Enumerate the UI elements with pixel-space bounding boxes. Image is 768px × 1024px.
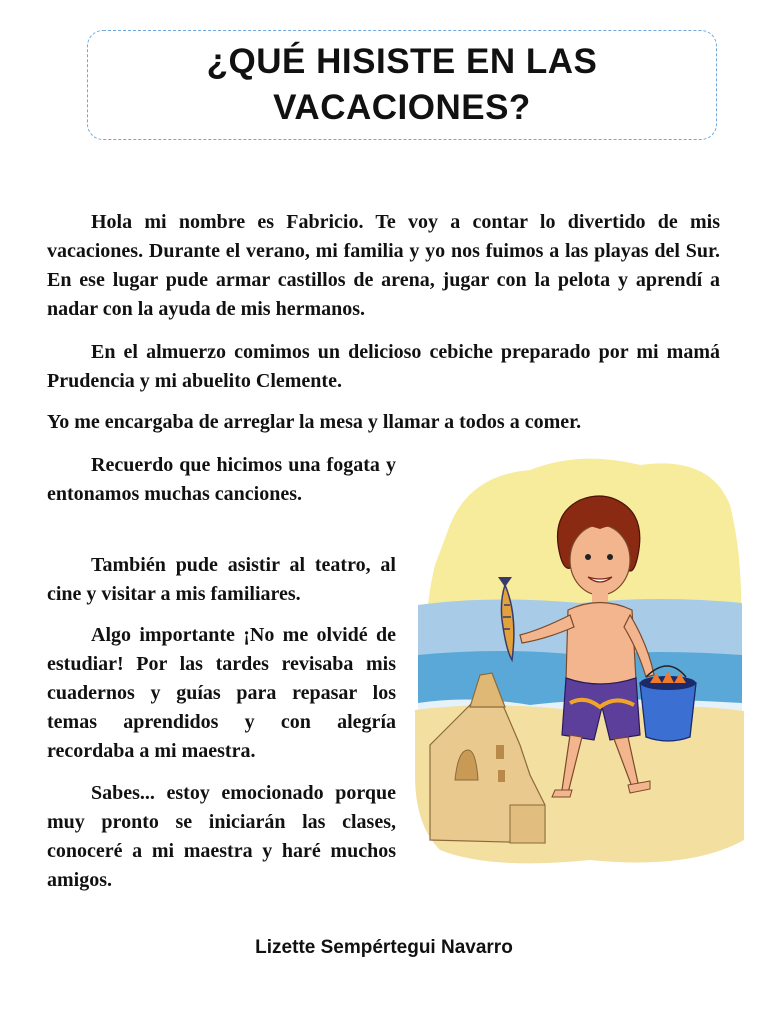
page-title-line-2: VACACIONES? <box>273 88 531 127</box>
author-signature: Lizette Sempértegui Navarro <box>255 937 513 958</box>
paragraph-lunch: En el almuerzo comimos un delicioso cebiche preparado por mi mamá Prudencia y mi abuelito Clemente. <box>47 341 720 392</box>
paragraph-table: Yo me encargaba de arreglar la mesa y llamar a todos a comer. <box>47 411 582 433</box>
paragraph-intro: Hola mi nombre es Fabricio. Te voy a contar lo divertido de mis vacaciones. Durante el verano, mi familia y yo nos fuimos a las playas del Sur. En ese lugar pude armar castillos de arena, jugar con la pelota y aprendí a nadar con la ayuda de mis hermanos. <box>47 211 720 320</box>
paragraph-theatre: También pude asistir al teatro, al cine y visitar a mis familiares. <box>47 554 396 605</box>
paragraph-study: Algo importante ¡No me olvidé de estudiar! Por las tardes revisaba mis cuadernos y guías para repasar los temas aprendidos y con alegría recordaba a mi maestra. <box>47 624 396 762</box>
page-title-line-1: ¿QUÉ HISISTE EN LAS <box>206 42 598 81</box>
title-box <box>87 30 717 140</box>
paragraph-campfire: Recuerdo que hicimos una fogata y entonamos muchas canciones. <box>47 454 396 505</box>
paragraph-excited: Sabes... estoy emocionado porque muy pronto se iniciarán las clases, conoceré a mi maestra y haré muchos amigos. <box>47 782 396 891</box>
boy-on-beach-with-fish-illustration <box>410 445 745 870</box>
